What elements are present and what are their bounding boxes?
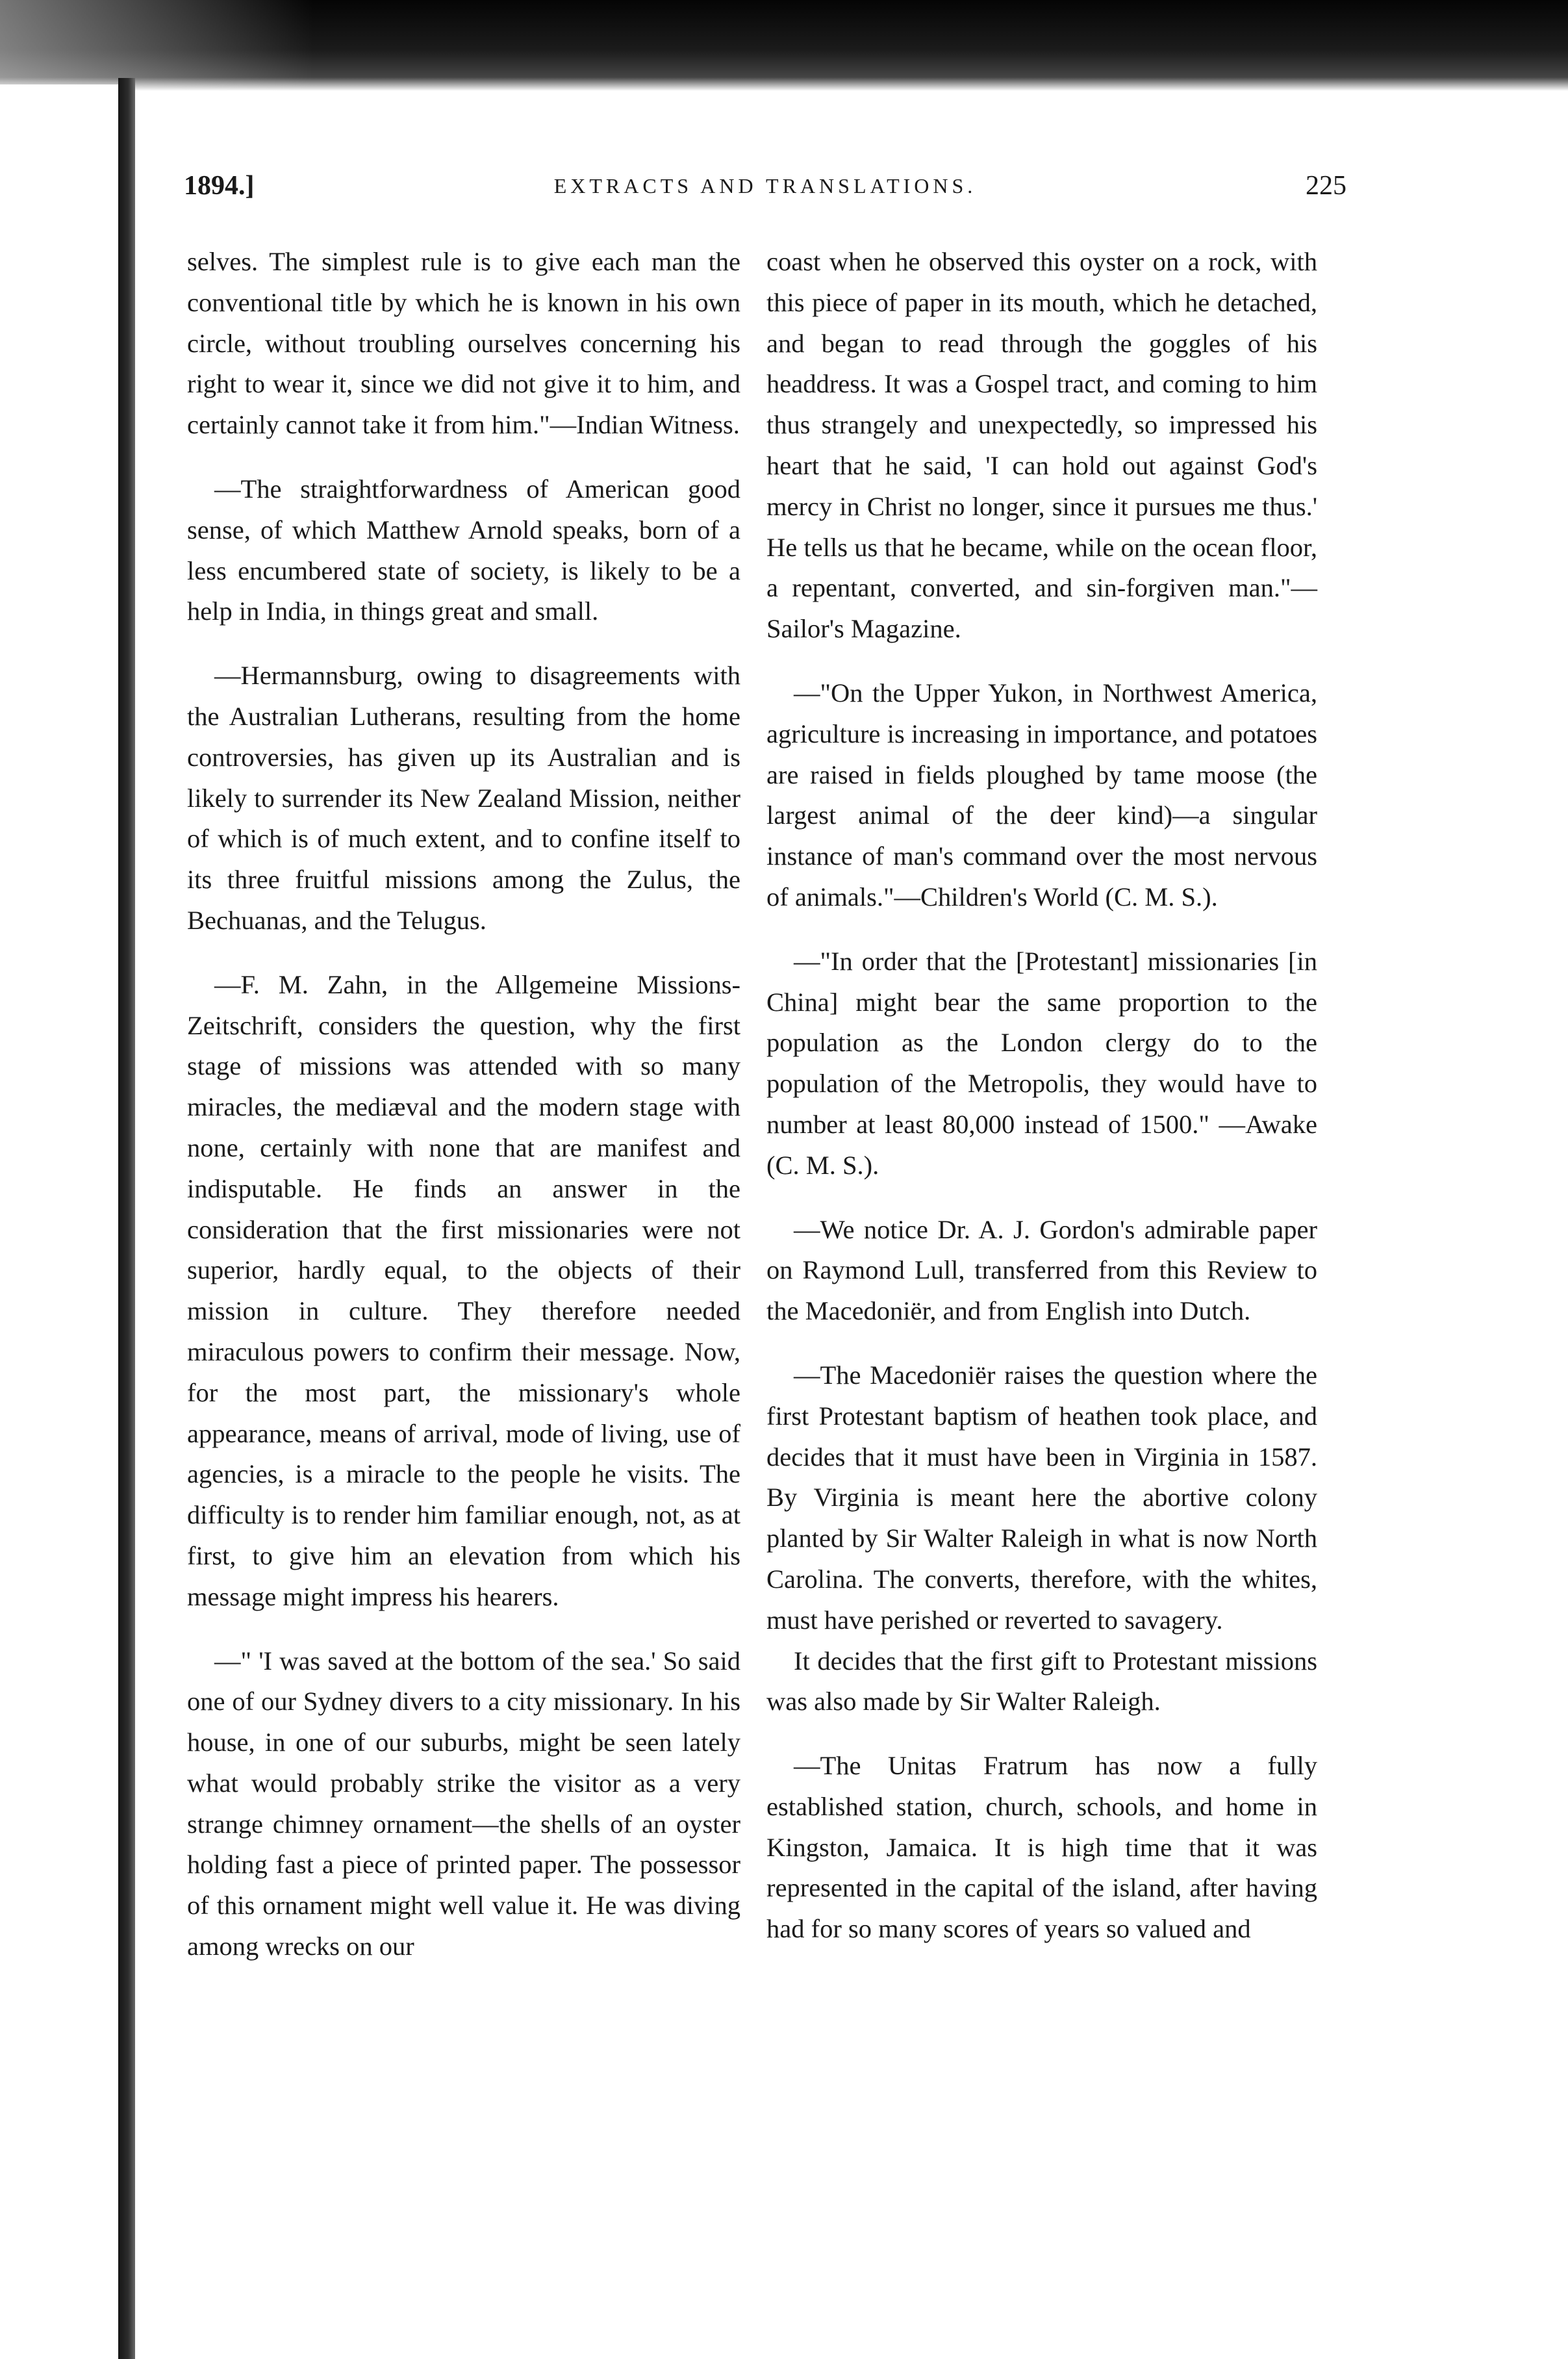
paragraph-china-missionaries: —"In order that the [Protestant] missionaries [in China] might bear the same proportion to the population as the London clergy do to the population of the Metropolis, they would have to number at least 80,000 instead of 1500." —Awake (C. M. S.). (766, 946, 1317, 1180)
header-title: EXTRACTS AND TRANSLATIONS. (553, 174, 977, 198)
paragraph-sydney-diver: —" 'I was saved at the bottom of the sea.' So said one of our Sydney divers to a city missionary. In his house, in one of our suburbs, might be seen lately what would probably strike the visitor as a very strange chimney ornament—the shells of an oyster holding fast a piece of printed paper. The possessor of this ornament might well value it. He was diving among wrecks on our (187, 1646, 740, 1961)
paragraph-macedonier-baptism: —The Macedoniër raises the question where the first Protestant baptism of heathen took place, and decides that it must have been in Virginia in 1587. By Virginia is meant here the abortive colony planted by Sir Walter Raleigh in what is now North Carolina. The converts, therefore, with the whites, must have perished or reverted to savagery. (766, 1360, 1317, 1635)
paragraph-indian-witness: selves. The simplest rule is to give each man the conventional title by which he is known in his own circle, without troubling ourselves concerning his right to wear it, since we did not give it to him, and certainly cannot take it from him."—Indian Witness. (187, 247, 740, 440)
scan-left-border (118, 78, 135, 2359)
paragraph-gordon-lull: —We notice Dr. A. J. Gordon's admirable paper on Raymond Lull, transferred from this Review to the Macedoniër, and from English into Dutch. (766, 1214, 1317, 1326)
scan-top-fade (0, 0, 1568, 97)
left-column (187, 242, 740, 1967)
paragraph-raleigh-gift: It decides that the first gift to Protestant missions was also made by Sir Walter Raleigh. (766, 1646, 1317, 1716)
paragraph-upper-yukon: —"On the Upper Yukon, in Northwest America, agriculture is increasing in importance, and potatoes are raised in fields ploughed by tame moose (the largest animal of the deer kind)—a singular instance of man's command over the most nervous of animals."—Children's World (C. M. S.). (766, 678, 1317, 912)
right-column (766, 242, 1317, 1950)
paragraph-american-good-sense: —The straightforwardness of American good sense, of which Matthew Arnold speaks, born of a less encumbered state of society, is likely to be a help in India, in things great and small. (187, 474, 740, 626)
paragraph-oyster-tract: coast when he observed this oyster on a rock, with this piece of paper in its mouth, which he detached, and began to read through the goggles of his headdress. It was a Gospel tract, and coming to him thus strangely and unexpectedly, so impressed his heart that he said, 'I can hold out against God's mercy in Christ no longer, since it pursues me thus.' He tells us that he became, while on the ocean floor, a repentant, converted, and sin-forgiven man."—Sailor's Magazine. (766, 247, 1317, 644)
paragraph-unitas-fratrum: —The Unitas Fratrum has now a fully established station, church, schools, and home in Kingston, Jamaica. It is high time that it was represented in the capital of the island, after having had for so many scores of years so valued and (766, 1751, 1317, 1944)
paragraph-hermannsburg: —Hermannsburg, owing to disagreements with the Australian Lutherans, resulting from the home controversies, has given up its Australian and is likely to surrender its New Zealand Mission, neither of which is of much extent, and to confine itself to its three fruitful missions among the Zulus, the Bechuanas, and the Telugus. (187, 661, 740, 935)
paragraph-zahn-miracles: —F. M. Zahn, in the Allgemeine Missions-Zeitschrift, considers the question, why the first stage of missions was attended with so many miracles, the mediæval and the modern stage with none, certainly with none that are manifest and indisputable. He finds an answer in the consideration that the first missionaries were not superior, hardly equal, to the objects of their mission in culture. They therefore needed miraculous powers to confirm their message. Now, for the most part, the missionary's whole appearance, means of arrival, mode of living, use of agencies, is a miracle to the people he visits. The difficulty is to render him familiar enough, not, as at first, to give him an elevation from which his message might impress his hearers. (187, 969, 740, 1611)
page-number: 225 (1306, 171, 1347, 201)
running-head (184, 170, 1347, 216)
header-year: 1894.] (184, 171, 255, 201)
scan-left-margin (0, 84, 118, 2359)
